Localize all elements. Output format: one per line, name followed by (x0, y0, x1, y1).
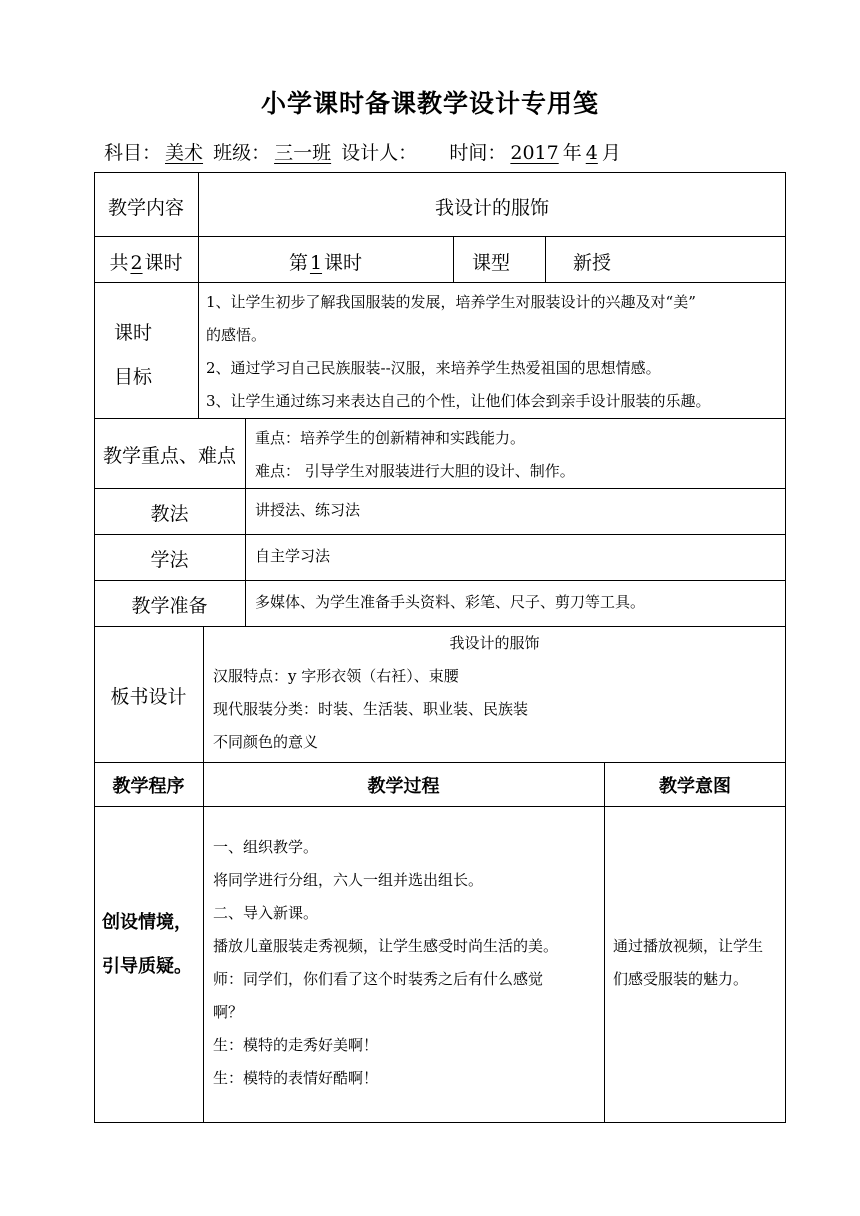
process-line: 将同学进行分组，六人一组并选出组长。 (213, 871, 484, 889)
objectives-label-2: 目标 (114, 366, 153, 388)
month-unit: 月 (601, 142, 621, 164)
meta-line (104, 138, 621, 165)
preparation-label: 教学准备 (131, 595, 208, 617)
board-label: 板书设计 (110, 686, 187, 708)
process-line: 播放儿童服装走秀视频，让学生感受时尚生活的美。 (213, 937, 559, 955)
table-border (94, 172, 95, 1123)
procedure-step-2: 引导质疑。 (102, 956, 192, 977)
objective-line: 3、让学生通过练习来表达自己的个性，让他们体会到亲手设计服装的乐趣。 (206, 392, 711, 410)
subject-label: 科目： (104, 142, 162, 164)
objective-line: 1、让学生初步了解我国服装的发展，培养学生对服装设计的兴趣及对“美” (206, 293, 696, 311)
key-points-label: 教学重点、难点 (102, 445, 236, 467)
board-line: 不同颜色的意义 (213, 733, 319, 751)
year-unit: 年 (562, 142, 582, 164)
procedure-intent (613, 930, 763, 996)
current-lesson: 第 1 课时 (288, 252, 363, 274)
year-value: 2017 (510, 142, 559, 164)
current-lesson-value: 1 (309, 252, 323, 274)
table-border (94, 762, 786, 763)
process-line: 一、组织教学。 (213, 838, 319, 856)
content-label: 教学内容 (107, 197, 184, 219)
month-value: 4 (585, 142, 598, 164)
process-line: 生：模特的表情好酷啊！ (213, 1069, 379, 1087)
objectives-label-1: 课时 (114, 322, 153, 344)
subject-value: 美术 (165, 142, 204, 164)
board-line: 汉服特点：y 字形衣领（右衽）、束腰 (213, 667, 459, 685)
procedure-step-1: 创设情境， (102, 912, 192, 933)
lesson-type-label: 课型 (472, 252, 511, 274)
procedure-header-step: 教学程序 (112, 776, 185, 797)
class-label: 班级： (213, 142, 271, 164)
table-border (245, 418, 246, 626)
process-line: 生：模特的走秀好美啊！ (213, 1036, 379, 1054)
procedure-header-process: 教学过程 (367, 776, 440, 797)
class-value: 三一班 (274, 142, 332, 164)
objective-line: 的感悟。 (206, 326, 267, 344)
key-point-line: 重点：培养学生的创新精神和实践能力。 (255, 429, 526, 447)
procedure-process (213, 831, 558, 1095)
board-lines (213, 660, 528, 759)
table-border (94, 488, 786, 489)
designer-value (417, 142, 425, 164)
board-line: 现代服装分类：时装、生活装、职业装、民族装 (213, 700, 529, 718)
preparation-value: 多媒体、为学生准备手头资料、彩笔、尺子、剪刀等工具。 (255, 593, 646, 611)
objective-line: 2、通过学习自己民族服装--汉服，来培养学生热爱祖国的思想情感。 (206, 359, 661, 377)
lesson-type-value: 新授 (573, 252, 612, 274)
table-border (545, 236, 546, 282)
total-lessons-value: 2 (130, 252, 143, 274)
time-label: 时间： (449, 142, 507, 164)
learning-method-value: 自主学习法 (255, 547, 331, 565)
teaching-method-label: 教法 (150, 503, 189, 525)
key-point-line: 难点： 引导学生对服装进行大胆的设计、制作。 (255, 462, 575, 480)
page-title: 小学课时备课教学设计专用笺 (260, 89, 599, 118)
table-border (453, 236, 454, 282)
total-lessons: 共 2 课时 (109, 252, 183, 274)
table-border (203, 626, 204, 1123)
table-border (94, 534, 786, 535)
key-points-list (255, 422, 575, 488)
learning-method-label: 学法 (150, 549, 189, 571)
procedure-header-intent: 教学意图 (659, 776, 731, 797)
board-heading: 我设计的服饰 (449, 634, 540, 652)
intent-line: 通过播放视频，让学生 (613, 937, 764, 955)
teaching-method-value: 讲授法、练习法 (255, 501, 361, 519)
table-border (94, 580, 786, 581)
process-line: 二、导入新课。 (213, 904, 319, 922)
content-value: 我设计的服饰 (434, 197, 549, 219)
objectives-list (206, 286, 711, 418)
table-border (94, 1122, 786, 1123)
process-line: 啊？ (213, 1003, 244, 1021)
process-line: 师：同学们，你们看了这个时装秀之后有什么感觉 (213, 970, 544, 988)
table-border (94, 418, 786, 419)
table-border (604, 762, 605, 1123)
designer-label: 设计人： (341, 142, 418, 164)
intent-line: 们感受服装的魅力。 (613, 970, 749, 988)
table-border (94, 806, 786, 807)
